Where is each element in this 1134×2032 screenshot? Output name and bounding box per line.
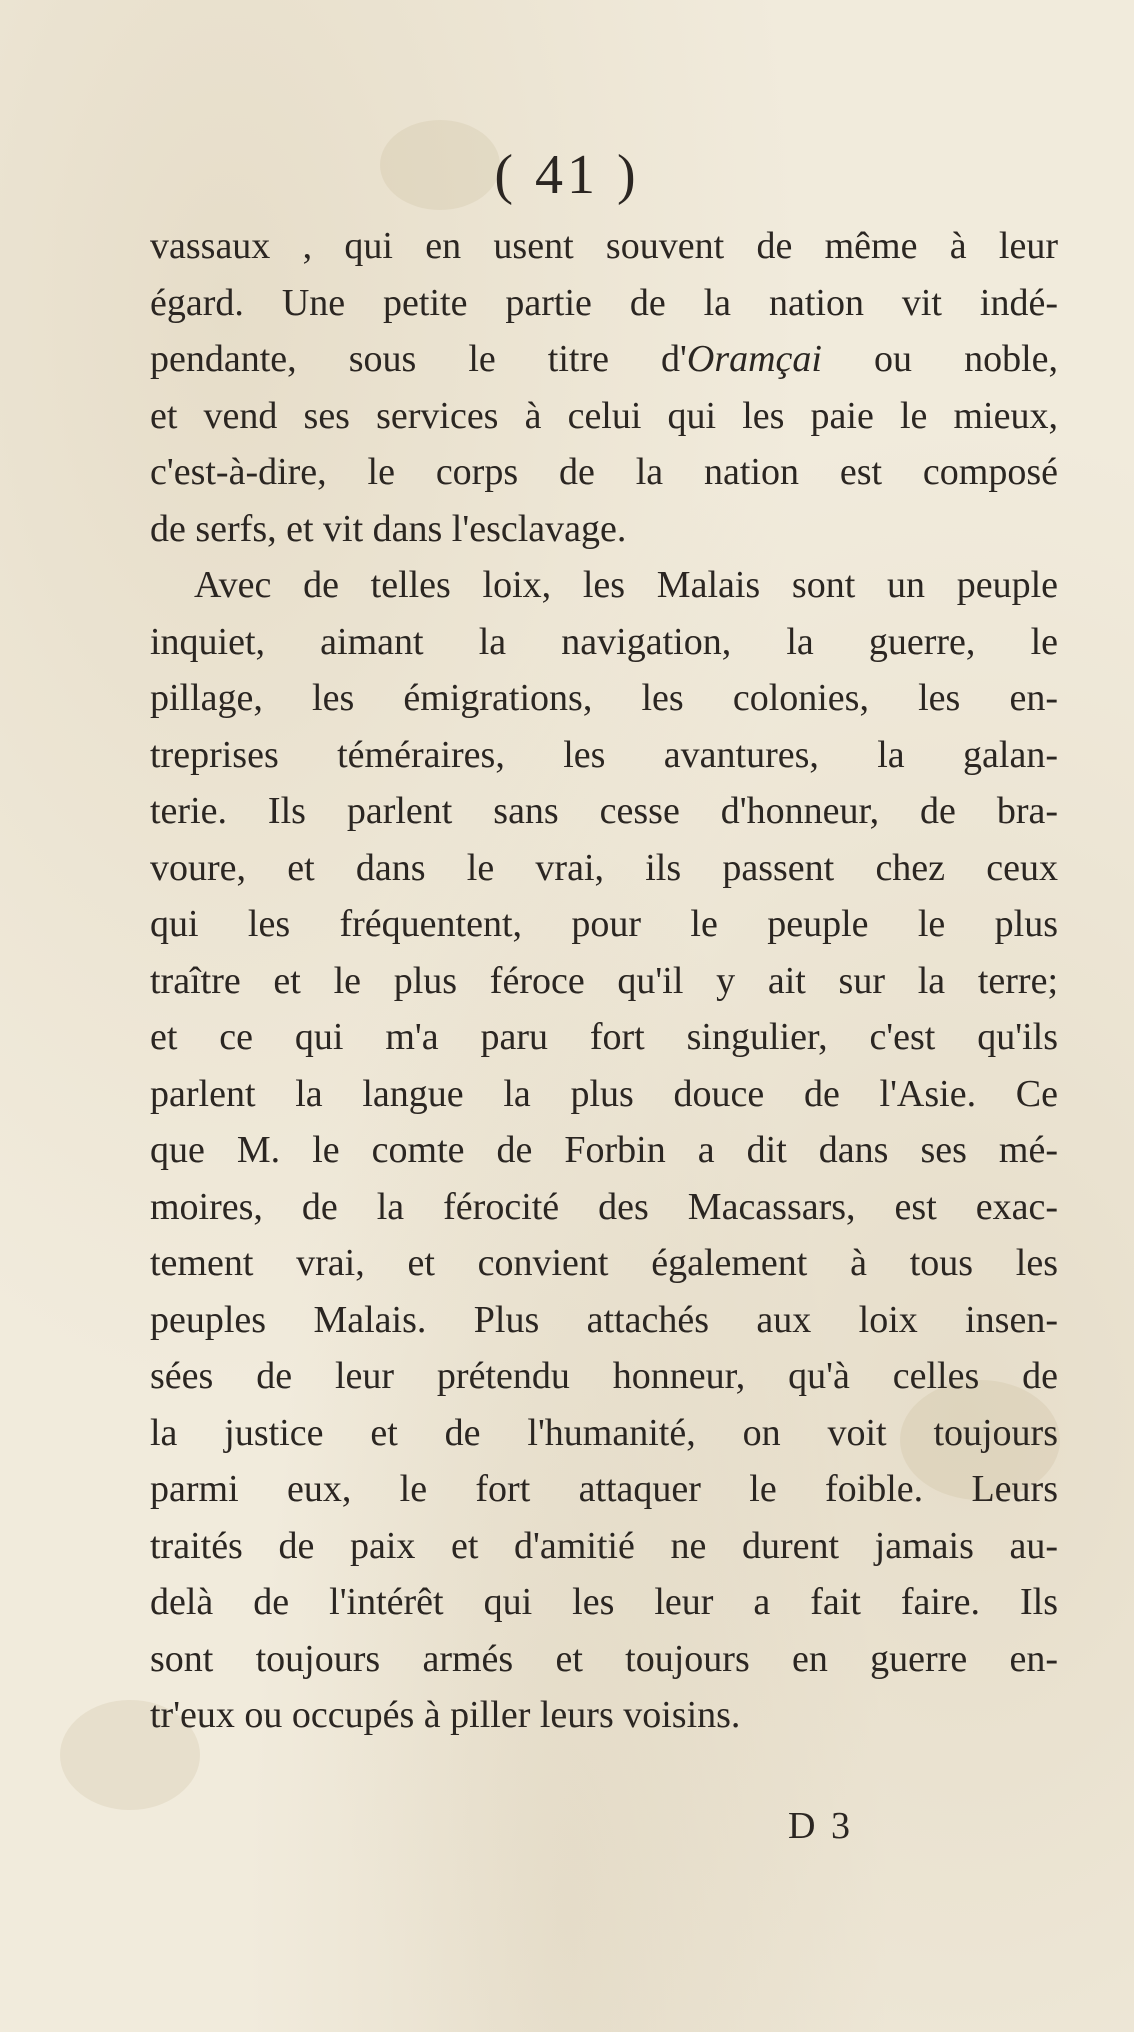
text-line: traités de paix et d'amitié ne durent jamais au- — [150, 1524, 1058, 1567]
text-line: delà de l'intérêt qui les leur a fait faire. Ils — [150, 1581, 1058, 1623]
text-line: inquiet, aimant la navigation, la guerre, le — [150, 620, 1058, 663]
text-line: Avec de telles loix, les Malais sont un peuple — [194, 564, 1058, 606]
text-line: treprises téméraires, les avantures, la galan- — [150, 733, 1058, 776]
text-line: et ce qui m'a paru fort singulier, c'est qu'ils — [150, 1016, 1058, 1058]
text-line: égard. Une petite partie de la nation vit indé- — [150, 281, 1058, 324]
text-line: sées de leur prétendu honneur, qu'à celles de — [150, 1355, 1058, 1397]
text-line: de serfs, et vit dans l'esclavage. — [150, 507, 627, 550]
text-line: parmi eux, le fort attaquer le foible. Leurs — [150, 1468, 1058, 1510]
signature-mark: D 3 — [788, 1805, 853, 1847]
text-line: vassaux , qui en usent souvent de même à leur — [150, 225, 1058, 267]
text-line: moires, de la férocité des Macassars, est exac- — [150, 1185, 1058, 1228]
text-line: voure, et dans le vrai, ils passent chez ceux — [150, 846, 1058, 889]
text-line: sont toujours armés et toujours en guerre en- — [150, 1637, 1058, 1680]
text-line: peuples Malais. Plus attachés aux loix insen- — [150, 1298, 1058, 1341]
italic-term: Oramçai — [686, 338, 822, 380]
text-line: la justice et de l'humanité, on voit toujours — [150, 1411, 1058, 1454]
text-line: c'est-à-dire, le corps de la nation est composé — [150, 451, 1058, 493]
text-line: pendante, sous le titre d'Oramçai ou noble, — [150, 338, 1058, 380]
text-line: tement vrai, et convient également à tous les — [150, 1242, 1058, 1284]
text-line: traître et le plus féroce qu'il y ait sur la terre; — [150, 959, 1058, 1002]
text-line: parlent la langue la plus douce de l'Asie. Ce — [150, 1072, 1058, 1115]
text-line: pillage, les émigrations, les colonies, les en- — [150, 677, 1058, 719]
body-text — [150, 218, 1058, 1744]
text-line: tr'eux ou occupés à piller leurs voisins. — [150, 1694, 741, 1736]
page-number: ( 41 ) — [494, 144, 640, 206]
text-line: que M. le comte de Forbin a dit dans ses mé- — [150, 1129, 1058, 1171]
text-line: qui les fréquentent, pour le peuple le plus — [150, 903, 1058, 945]
text-line: terie. Ils parlent sans cesse d'honneur, de bra- — [150, 790, 1058, 832]
text-line: et vend ses services à celui qui les paie le mieux, — [150, 394, 1058, 437]
